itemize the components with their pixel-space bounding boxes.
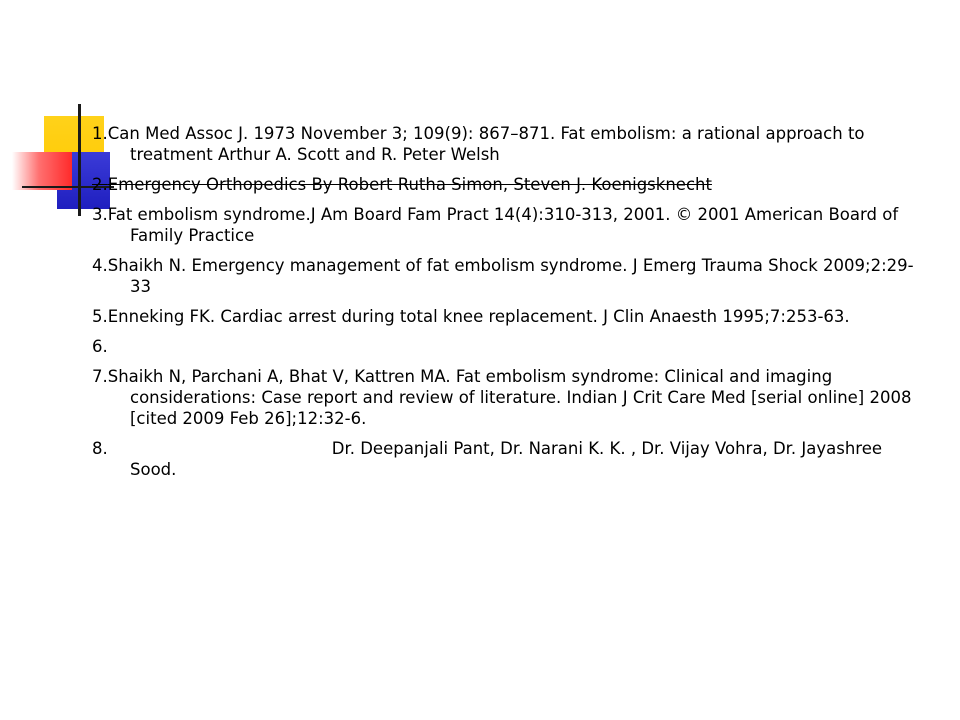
reference-number: 1. bbox=[92, 124, 108, 143]
decorative-red-gradient-block bbox=[12, 152, 72, 190]
reference-item-8 bbox=[92, 438, 932, 480]
reference-number: 2. bbox=[92, 175, 108, 194]
reference-number: 5. bbox=[92, 307, 108, 326]
reference-text: Fat embolism syndrome.J Am Board Fam Pract 14(4):310-313, 2001. © 2001 American Board of Family Practice bbox=[107, 205, 899, 245]
reference-text: Can Med Assoc J. 1973 November 3; 109(9): 867–871. Fat embolism: a rational approach to treatment Arthur A. Scott and R. Peter Welsh bbox=[107, 124, 865, 164]
reference-number: 7. bbox=[92, 367, 108, 386]
reference-item-2 bbox=[92, 174, 932, 195]
reference-text: Emergency Orthopedics By Robert Rutha Simon, Steven J. Koenigsknecht bbox=[107, 175, 712, 194]
reference-text: Enneking FK. Cardiac arrest during total knee replacement. J Clin Anaesth 1995;7:253-63. bbox=[107, 307, 850, 326]
reference-item-4 bbox=[92, 255, 932, 297]
reference-item-6 bbox=[92, 336, 932, 357]
reference-text: Shaikh N. Emergency management of fat embolism syndrome. J Emerg Trauma Shock 2009;2:29-33 bbox=[107, 256, 914, 296]
reference-number: 3. bbox=[92, 205, 108, 224]
reference-item-7 bbox=[92, 366, 932, 429]
reference-text: Dr. Deepanjali Pant, Dr. Narani K. K. , Dr. Vijay Vohra, Dr. Jayashree Sood. bbox=[130, 439, 883, 479]
reference-item-1 bbox=[92, 123, 932, 165]
reference-number: 4. bbox=[92, 256, 108, 275]
decorative-vertical-line bbox=[78, 104, 81, 216]
reference-list bbox=[92, 123, 932, 489]
reference-text: Shaikh N, Parchani A, Bhat V, Kattren MA. Fat embolism syndrome: Clinical and imaging considerations: Case report and review of literature. Indian J Crit Care Med [serial online] 2008 [cited 2009 Feb 26];12:32-6. bbox=[107, 367, 912, 428]
reference-item-3 bbox=[92, 204, 932, 246]
reference-number: 8. bbox=[92, 439, 108, 458]
reference-number: 6. bbox=[92, 337, 108, 356]
reference-item-5 bbox=[92, 306, 932, 327]
